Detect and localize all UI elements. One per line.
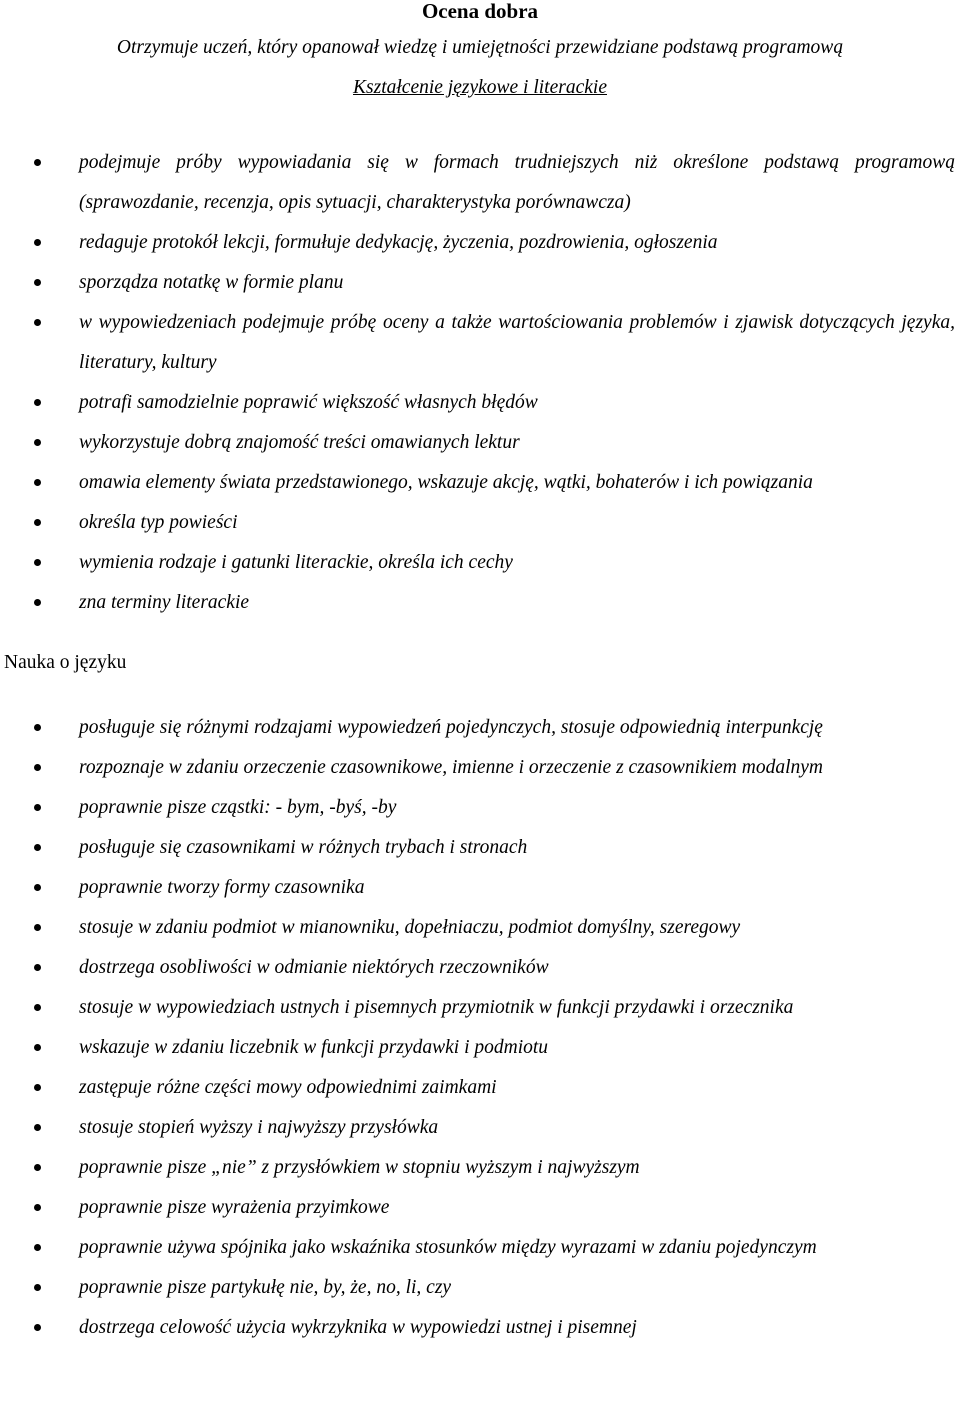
list-item: stosuje stopień wyższy i najwyższy przysłówka xyxy=(0,1108,960,1148)
bullet-icon xyxy=(34,1124,41,1131)
bullet-icon xyxy=(34,1324,41,1331)
bullet-icon xyxy=(34,319,41,326)
page-title: Ocena dobra xyxy=(421,0,539,23)
list-item: sporządza notatkę w formie planu xyxy=(0,263,960,303)
list-item: poprawnie pisze cząstki: - bym, -byś, -by xyxy=(0,788,960,828)
bullet-icon xyxy=(34,159,41,166)
list-item: w wypowiedzeniach podejmuje próbę oceny a także wartościowania problemów i zjawisk dotyczących języka, literatury, kultury xyxy=(0,303,960,383)
bullet-icon xyxy=(34,1244,41,1251)
bullet-icon xyxy=(34,239,41,246)
list-item: stosuje w zdaniu podmiot w mianowniku, dopełniaczu, podmiot domyślny, szeregowy xyxy=(0,908,960,948)
bullet-icon xyxy=(34,479,41,486)
list-item: posługuje się różnymi rodzajami wypowiedzeń pojedynczych, stosuje odpowiednią interpunkcję xyxy=(0,708,960,748)
bullet-icon xyxy=(34,279,41,286)
page-subtitle: Otrzymuje uczeń, który opanował wiedzę i umiejętności przewidziane podstawą programową xyxy=(116,37,844,58)
list-item: rozpoznaje w zdaniu orzeczenie czasownikowe, imienne i orzeczenie z czasownikiem modalnym xyxy=(0,748,960,788)
bullet-icon xyxy=(34,1004,41,1011)
list-item: redaguje protokół lekcji, formułuje dedykację, życzenia, pozdrowienia, ogłoszenia xyxy=(0,223,960,263)
section-heading-literary: Kształcenie językowe i literackie xyxy=(353,77,607,98)
bullet-icon xyxy=(34,1284,41,1291)
bullet-icon xyxy=(34,599,41,606)
bullet-icon xyxy=(34,439,41,446)
bullet-icon xyxy=(34,559,41,566)
grammar-requirements-list xyxy=(0,708,960,1348)
bullet-icon xyxy=(34,844,41,851)
list-item: zna terminy literackie xyxy=(0,583,960,623)
bullet-icon xyxy=(34,519,41,526)
list-item: poprawnie używa spójnika jako wskaźnika stosunków między wyrazami w zdaniu pojedynczym xyxy=(0,1228,960,1268)
list-item: potrafi samodzielnie poprawić większość własnych błędów xyxy=(0,383,960,423)
list-item: poprawnie pisze „nie” z przysłówkiem w stopniu wyższym i najwyższym xyxy=(0,1148,960,1188)
list-item: poprawnie tworzy formy czasownika xyxy=(0,868,960,908)
bullet-icon xyxy=(34,1044,41,1051)
bullet-icon xyxy=(34,764,41,771)
list-item: dostrzega osobliwości w odmianie niektórych rzeczowników xyxy=(0,948,960,988)
bullet-icon xyxy=(34,884,41,891)
list-item: wykorzystuje dobrą znajomość treści omawianych lektur xyxy=(0,423,960,463)
bullet-icon xyxy=(34,1204,41,1211)
bullet-icon xyxy=(34,1164,41,1171)
bullet-icon xyxy=(34,964,41,971)
list-item: określa typ powieści xyxy=(0,503,960,543)
list-item: dostrzega celowość użycia wykrzyknika w wypowiedzi ustnej i pisemnej xyxy=(0,1308,960,1348)
bullet-icon xyxy=(34,724,41,731)
list-item: wskazuje w zdaniu liczebnik w funkcji przydawki i podmiotu xyxy=(0,1028,960,1068)
bullet-icon xyxy=(34,399,41,406)
bullet-icon xyxy=(34,804,41,811)
list-item: wymienia rodzaje i gatunki literackie, określa ich cechy xyxy=(0,543,960,583)
list-item: poprawnie pisze partykułę nie, by, że, no, li, czy xyxy=(0,1268,960,1308)
literary-requirements-list xyxy=(0,143,960,623)
bullet-icon xyxy=(34,1084,41,1091)
section-heading-grammar: Nauka o języku xyxy=(4,652,127,673)
list-item: omawia elementy świata przedstawionego, wskazuje akcję, wątki, bohaterów i ich powiązania xyxy=(0,463,960,503)
list-item: posługuje się czasownikami w różnych trybach i stronach xyxy=(0,828,960,868)
list-item: zastępuje różne części mowy odpowiednimi zaimkami xyxy=(0,1068,960,1108)
list-item: stosuje w wypowiedziach ustnych i pisemnych przymiotnik w funkcji przydawki i orzecznika xyxy=(0,988,960,1028)
bullet-icon xyxy=(34,924,41,931)
list-item: podejmuje próby wypowiadania się w formach trudniejszych niż określone podstawą programową (sprawozdanie, recenzja, opis sytuacji, charakterystyka porównawcza) xyxy=(0,143,960,223)
list-item: poprawnie pisze wyrażenia przyimkowe xyxy=(0,1188,960,1228)
